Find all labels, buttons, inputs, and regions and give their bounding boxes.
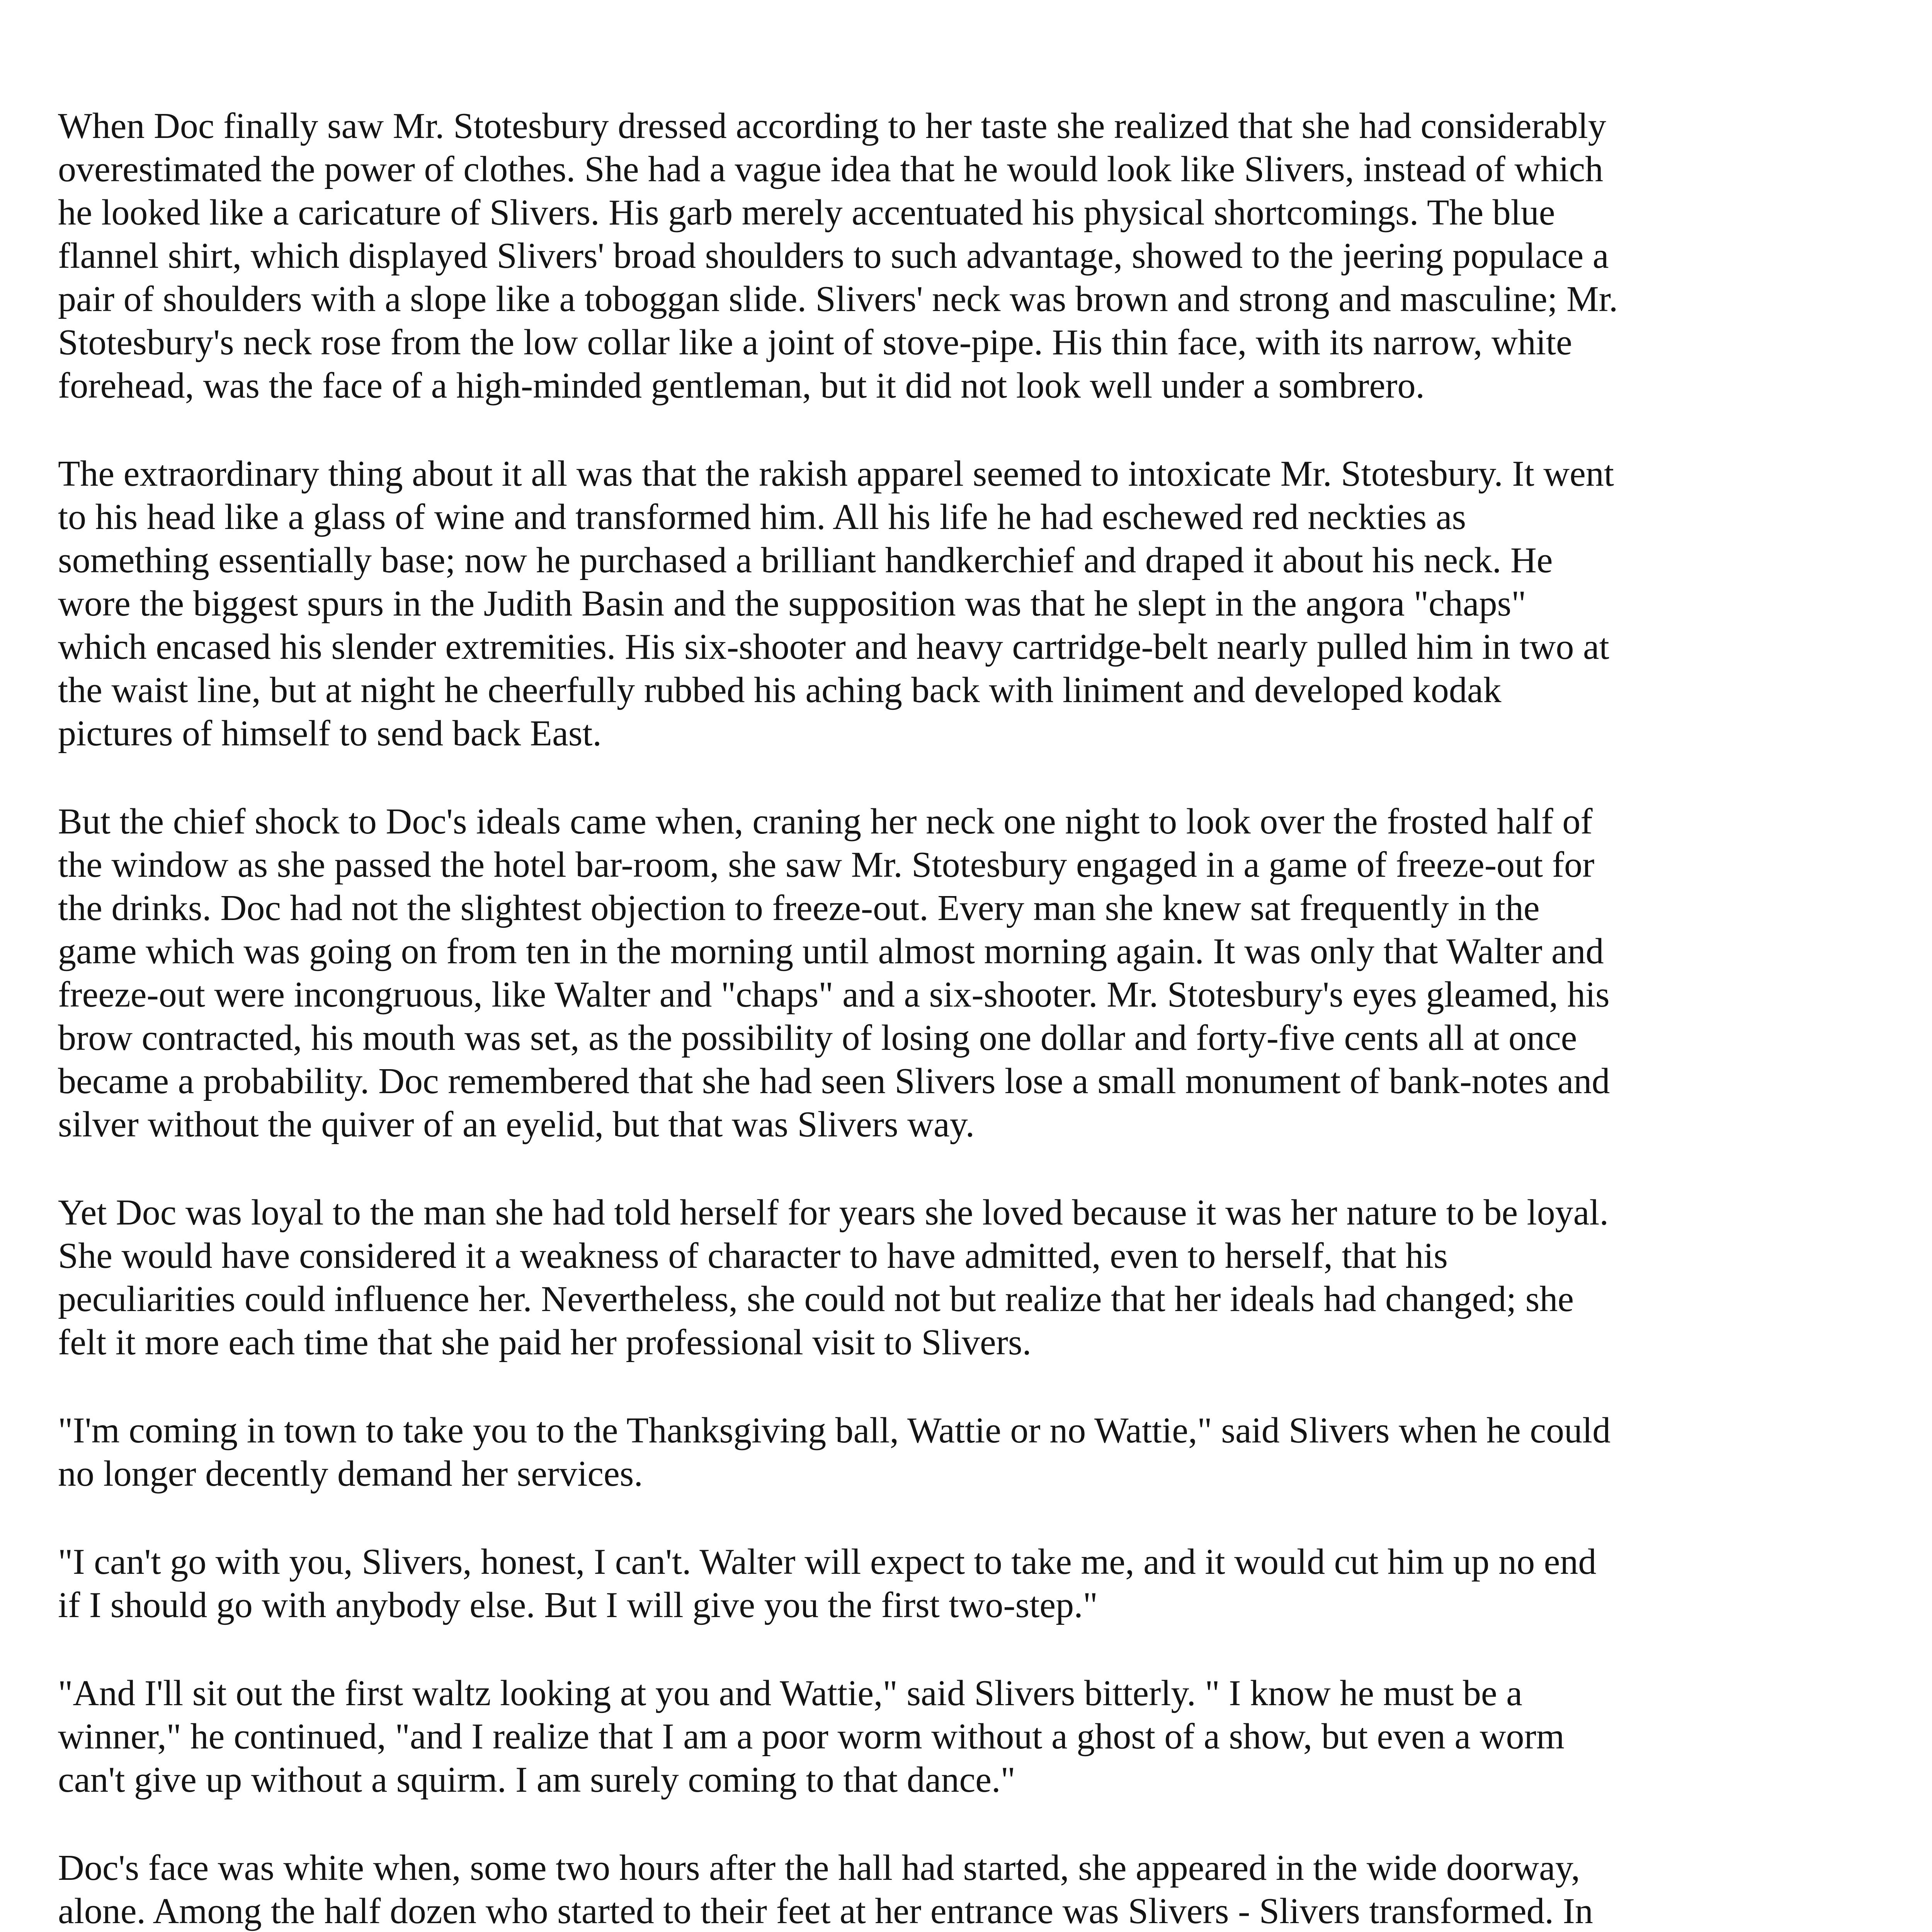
paragraph-6: "I can't go with you, Slivers, honest, I can't. Walter will expect to take me, and it would cut him up no end if I should go with anybody else. But I will give you the first two-step." xyxy=(58,1542,1597,1625)
paragraph-4: Yet Doc was loyal to the man she had told herself for years she loved because it was her nature to be loyal. She would have considered it a weakness of character to have admitted, even to herself, that his peculiarities could influence her. Nevertheless, she could not but realize that her ideals had changed; she felt it more each time that she paid her professional visit to Slivers. xyxy=(58,1192,1609,1362)
paragraph-5: "I'm coming in town to take you to the Thanksgiving ball, Wattie or no Wattie," said Slivers when he could no longer decently demand her services. xyxy=(58,1410,1611,1494)
paragraph-1: When Doc finally saw Mr. Stotesbury dressed according to her taste she realized that she had considerably overestimated the power of clothes. She had a vague idea that he would look like Slivers, instead of which he looked like a caricature of Slivers. His garb merely accentuated his physical shortcomings. The blue flannel shirt, which displayed Slivers' broad shoulders to such advantage, showed to the jeering populace a pair of shoulders with a slope like a toboggan slide. Slivers' neck was brown and strong and masculine; Mr. Stotesbury's neck rose from the low collar like a joint of stove-pipe. His thin face, with its narrow, white forehead, was the face of a high-minded gentleman, but it did not look well under a sombrero. xyxy=(58,106,1618,406)
paragraph-3: But the chief shock to Doc's ideals came when, craning her neck one night to look over the frosted half of the window as she passed the hotel bar-room, she saw Mr. Stotesbury engaged in a game of freeze-out for the drinks. Doc had not the slightest objection to freeze-out. Every man she knew sat frequently in the game which was going on from ten in the morning until almost morning again. It was only that Walter and freeze-out were incongruous, like Walter and "chaps" and a six-shooter. Mr. Stotesbury's eyes gleamed, his brow contracted, his mouth was set, as the possibility of losing one dollar and forty-five cents all at once became a probability. Doc remembered that she had seen Slivers lose a small monument of bank-notes and silver without the quiver of an eyelid, but that was Slivers way. xyxy=(58,801,1610,1145)
document-body xyxy=(58,104,1766,1932)
paragraph-8: Doc's face was white when, some two hours after the hall had started, she appeared in the wide doorway, alone. Among the half dozen who started to their feet at her entrance was Slivers - Slivers transformed. In xyxy=(58,1848,1593,1931)
paragraph-7: "And I'll sit out the first waltz looking at you and Wattie," said Slivers bitterly. " I know he must be a winner," he continued, "and I realize that I am a poor worm without a ghost of a show, but even a worm can't give up without a squirm. I am surely coming to that dance." xyxy=(58,1673,1565,1800)
paragraph-2: The extraordinary thing about it all was that the rakish apparel seemed to intoxicate Mr. Stotesbury. It went to his head like a glass of wine and transformed him. All his life he had eschewed red neckties as something essentially base; now he purchased a brilliant handkerchief and draped it about his neck. He wore the biggest spurs in the Judith Basin and the supposition was that he slept in the angora "chaps" which encased his slender extremities. His six-shooter and heavy cartridge-belt nearly pulled him in two at the waist line, but at night he cheerfully rubbed his aching back with liniment and developed kodak pictures of himself to send back East. xyxy=(58,454,1614,753)
